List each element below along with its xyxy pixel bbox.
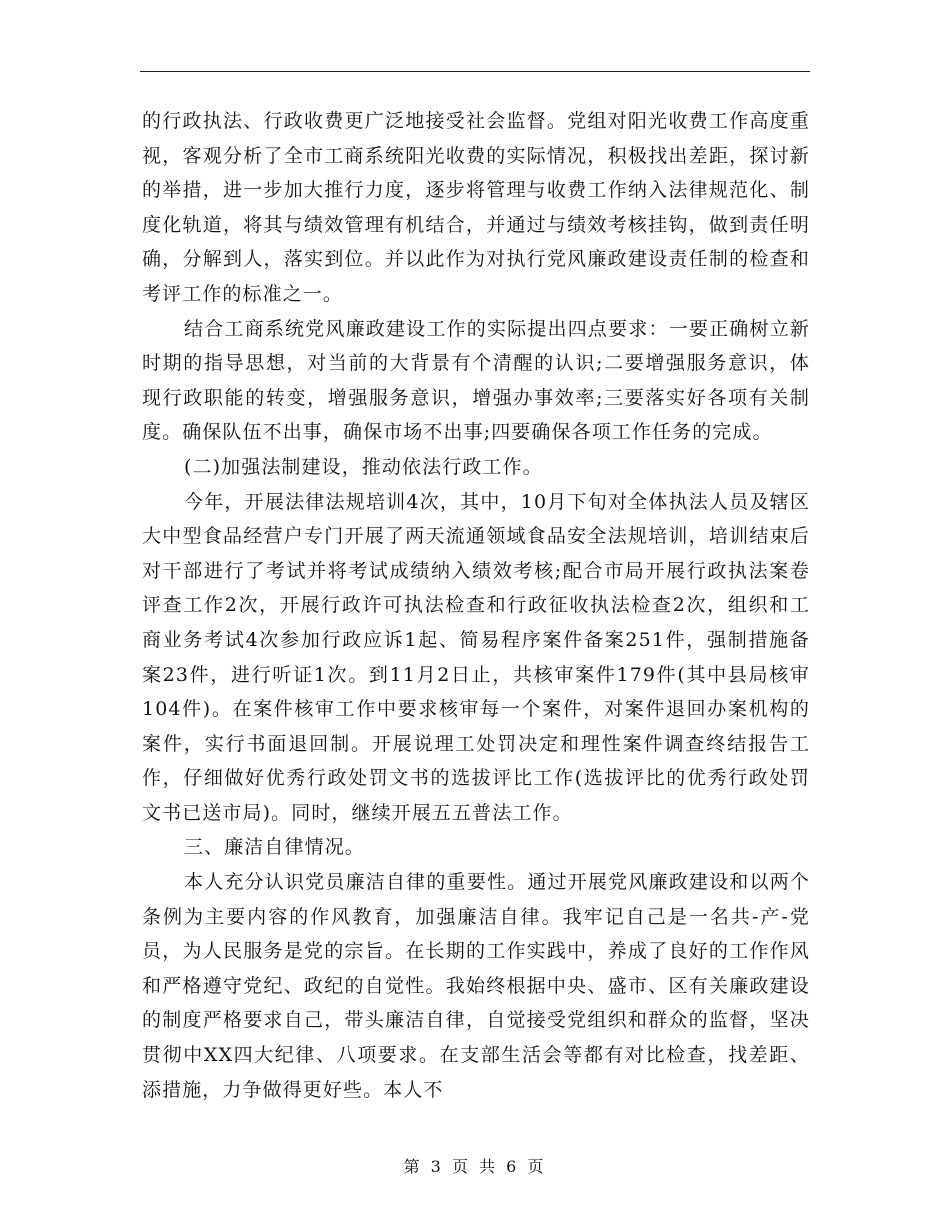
section-heading-2: (二)加强法制建设，推动依法行政工作。 bbox=[184, 455, 543, 478]
header-rule bbox=[140, 71, 810, 72]
paragraph-6: 本人充分认识党员廉洁自律的重要性。通过开展党风廉政建设和以两个条例为主要内容的作风教育，加强廉洁自律。我牢记自己是一名共-产-党员，为人民服务是党的宗旨。在长期的工作实践中，养成了良好的工作作风和严格遵守党纪、政纪的自觉性。我始终根据中央、盛市、区有关廉政建设的制度严格要求自己，带头廉洁自律，自觉接受党组织和群众的监督，坚决贯彻中XX四大纪律、八项要求。在支部生活会等都有对比检查，找差距、添措施，力争做得更好些。本人不 bbox=[142, 871, 810, 1101]
document-body bbox=[142, 104, 810, 1107]
paragraph-2: 结合工商系统党风廉政建设工作的实际提出四点要求：一要正确树立新时期的指导思想，对当前的大背景有个清醒的认识;二要增强服务意识，体现行政职能的转变，增强服务意识，增强办事效率;三要落实好各项有关制度。确保队伍不出事，确保市场不出事;四要确保各项工作任务的完成。 bbox=[142, 317, 810, 444]
page-number-footer: 第 3 页 共 6 页 bbox=[403, 1157, 547, 1176]
paragraph-1: 的行政执法、行政收费更广泛地接受社会监督。党组对阳光收费工作高度重视，客观分析了全市工商系统阳光收费的实际情况，积极找出差距，探讨新的举措，进一步加大推行力度，逐步将管理与收费工作纳入法律规范化、制度化轨道，将其与绩效管理有机结合，并通过与绩效考核挂钩，做到责任明确，分解到人，落实到位。并以此作为对执行党风廉政建设责任制的检查和考评工作的标准之一。 bbox=[142, 110, 810, 305]
section-heading-3: 三、廉洁自律情况。 bbox=[184, 836, 365, 859]
paragraph-4: 今年，开展法律法规培训4次，其中，10月下旬对全体执法人员及辖区大中型食品经营户专门开展了两天流通领域食品安全法规培训，培训结束后对干部进行了考试并将考试成绩纳入绩效考核;配合市局开展行政执法案卷评查工作2次，开展行政许可执法检查和行政征收执法检查2次，组织和工商业务考试4次参加行政应诉1起、简易程序案件备案251件，强制措施备案23件，进行听证1次。到11月2日止，共核审案件179件(其中县局核审104件)。在案件核审工作中要求核审每一个案件，对案件退回办案机构的案件，实行书面退回制。开展说理工处罚决定和理性案件调查终结报告工作，仔细做好优秀行政处罚文书的选拔评比工作(选拔评比的优秀行政处罚文书已送市局)。同时，继续开展五五普法工作。 bbox=[142, 490, 810, 824]
